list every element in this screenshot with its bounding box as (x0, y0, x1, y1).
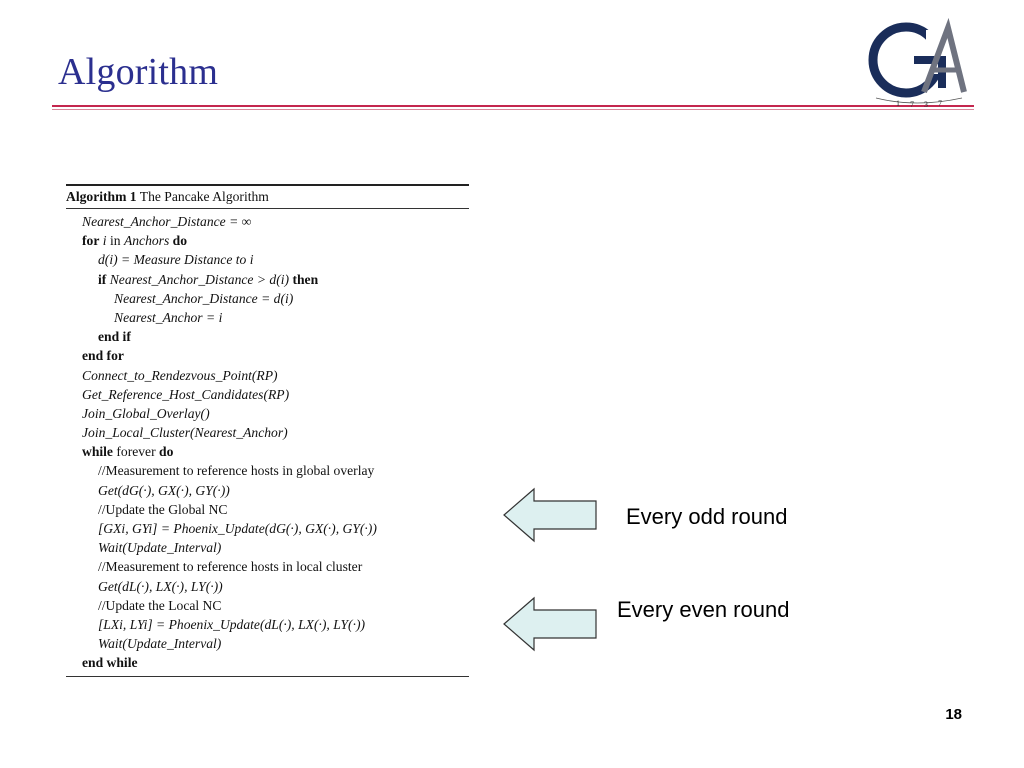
slide-title: Algorithm (58, 51, 219, 93)
algo-line: Get(dL(·), LX(·), LY(·)) (98, 578, 223, 594)
algorithm-box (66, 184, 469, 677)
algorithm-caption-label: Algorithm 1 (66, 189, 137, 204)
algo-comment: //Measurement to reference hosts in local cluster (98, 559, 363, 575)
algo-line: Nearest_Anchor_Distance = ∞ (82, 214, 252, 229)
algo-line: end while (82, 655, 138, 671)
algo-line: Connect_to_Rendezvous_Point(RP) (82, 367, 278, 383)
algo-line: Join_Global_Overlay() (82, 405, 210, 421)
algo-comment: //Measurement to reference hosts in global overlay (98, 463, 375, 479)
algo-line: [LXi, LYi] = Phoenix_Update(dL(·), LX(·), LY(·)) (98, 616, 366, 632)
odd-round-label: Every odd round (626, 504, 788, 529)
university-logo (866, 16, 976, 108)
left-arrow-icon (502, 596, 598, 652)
algo-line: Get_Reference_Host_Candidates(RP) (82, 386, 290, 402)
page-number: 18 (945, 706, 962, 723)
logo-year-digit: 3 (924, 100, 928, 108)
algo-comment: //Update the Local NC (98, 597, 222, 613)
algo-line: end if (98, 329, 131, 345)
logo-year-digit: 7 (938, 99, 942, 108)
algorithm-caption (66, 186, 469, 208)
algo-comment: //Update the Global NC (98, 501, 228, 517)
even-round-label: Every even round (617, 597, 790, 622)
algo-line: for i in Anchors do (82, 233, 188, 249)
algorithm-caption-title: The Pancake Algorithm (139, 189, 269, 204)
algo-line: Get(dG(·), GX(·), GY(·)) (98, 482, 230, 498)
algo-line: Nearest_Anchor = i (114, 309, 223, 325)
algo-line: [GXi, GYi] = Phoenix_Update(dG(·), GX(·), GY(·)) (98, 521, 377, 536)
algo-line: while forever do (82, 444, 174, 460)
logo-year-digit: 7 (910, 100, 914, 108)
algo-line: Nearest_Anchor_Distance = d(i) (114, 290, 294, 306)
logo-year-digit: 1 (896, 99, 900, 108)
algo-line: if Nearest_Anchor_Distance > d(i) then (98, 271, 319, 287)
algo-line: Join_Local_Cluster(Nearest_Anchor) (82, 425, 288, 441)
algo-line: end for (82, 348, 124, 364)
algorithm-body (66, 209, 469, 676)
algo-line: Wait(Update_Interval) (98, 540, 222, 556)
algo-line: Wait(Update_Interval) (98, 636, 222, 652)
algo-line: d(i) = Measure Distance to i (98, 252, 254, 268)
left-arrow-icon (502, 487, 598, 543)
title-divider (52, 105, 974, 111)
